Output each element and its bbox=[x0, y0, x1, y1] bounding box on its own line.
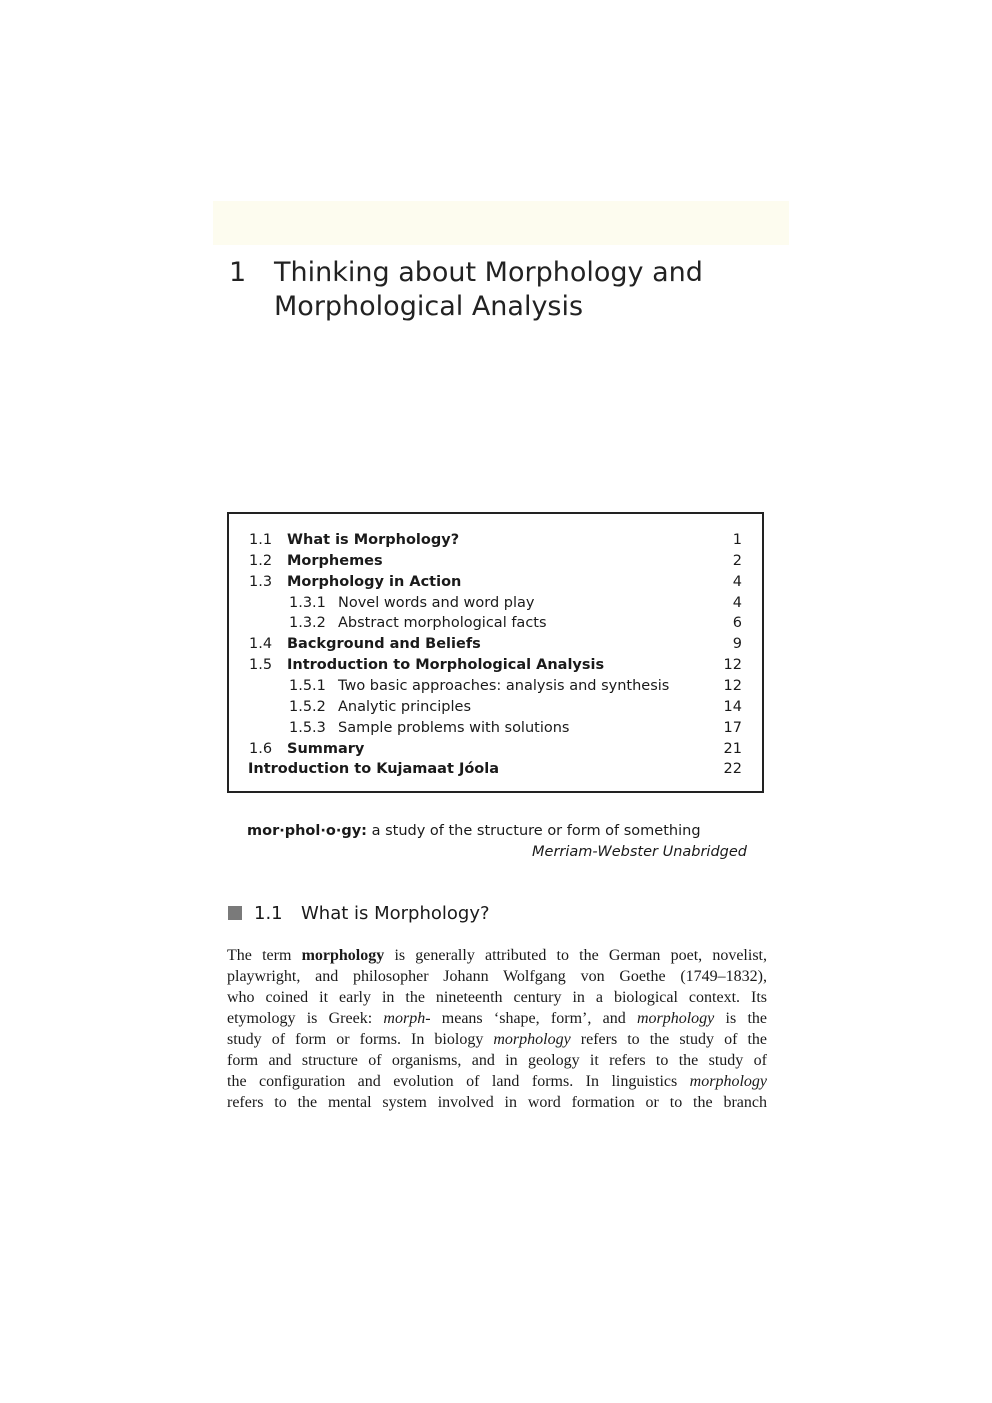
toc-entry[interactable] bbox=[229, 759, 762, 780]
toc-entry-title: What is Morphology? bbox=[287, 532, 460, 548]
toc-entry-page: 6 bbox=[732, 615, 742, 632]
section-title: What is Morphology? bbox=[301, 903, 490, 924]
chapter-contents-box bbox=[227, 512, 764, 793]
toc-entry-page: 12 bbox=[723, 677, 742, 694]
body-line: study of form or forms. In biology morphology refers to the study of the bbox=[227, 1031, 767, 1048]
toc-entry-number: 1.5.3 bbox=[289, 719, 326, 736]
chapter-title: Thinking about Morphology and Morphological Analysis bbox=[274, 257, 703, 322]
toc-entry[interactable] bbox=[229, 718, 762, 739]
toc-entry[interactable] bbox=[229, 613, 762, 634]
toc-entry-title: Two basic approaches: analysis and synthesis bbox=[338, 677, 670, 694]
toc-entry-page: 4 bbox=[732, 573, 742, 590]
body-line: playwright, and philosopher Johann Wolfgang von Goethe (1749–1832), bbox=[227, 968, 767, 985]
toc-entry-page: 9 bbox=[732, 636, 742, 653]
toc-entry[interactable] bbox=[229, 676, 762, 697]
section-heading bbox=[228, 902, 728, 926]
toc-entry-title: Novel words and word play bbox=[338, 594, 535, 611]
toc-entry-number: 1.3.2 bbox=[289, 615, 326, 632]
toc-entry[interactable] bbox=[229, 530, 762, 551]
body-line: etymology is Greek: morph- means ‘shape, form’, and morphology is the bbox=[227, 1010, 768, 1027]
toc-entry-title: Introduction to Morphological Analysis bbox=[287, 657, 605, 674]
toc-entry-number: 1.5 bbox=[249, 657, 273, 674]
epigraph-headword: mor·phol·o·gy: bbox=[247, 823, 367, 839]
section-square-icon bbox=[228, 906, 242, 920]
body-line: who coined it early in the nineteenth century in a biological context. Its bbox=[227, 989, 767, 1006]
toc-entry-number: 1.3 bbox=[249, 573, 273, 590]
toc-entry[interactable] bbox=[229, 634, 762, 655]
toc-entry-title: Summary bbox=[287, 740, 365, 757]
toc-entry-title: Morphology in Action bbox=[287, 573, 462, 590]
toc-entry[interactable] bbox=[229, 593, 762, 614]
toc-entry-page: 21 bbox=[723, 740, 742, 757]
header-band bbox=[213, 201, 789, 245]
toc-entry[interactable] bbox=[229, 697, 762, 718]
toc-entry-title: Morphemes bbox=[287, 552, 383, 569]
epigraph bbox=[247, 821, 747, 863]
toc-entry-page: 12 bbox=[723, 657, 742, 674]
toc-entry-number: 1.5.2 bbox=[289, 698, 326, 715]
section-number: 1.1 bbox=[254, 903, 283, 924]
toc-entry-page: 22 bbox=[723, 761, 742, 778]
body-line: refers to the mental system involved in word formation or to the branch bbox=[227, 1094, 767, 1111]
toc-entry-number: 1.3.1 bbox=[289, 594, 326, 611]
chapter-number: 1 bbox=[229, 257, 247, 288]
toc-entry-page: 14 bbox=[723, 698, 742, 715]
epigraph-source: Merriam-Webster Unabridged bbox=[532, 844, 747, 860]
toc-entry-page: 1 bbox=[732, 532, 742, 548]
toc-entry-page: 17 bbox=[723, 719, 742, 736]
toc-entry-title: Analytic principles bbox=[338, 698, 471, 715]
toc-entry-page: 2 bbox=[732, 552, 742, 569]
epigraph-definition: a study of the structure or form of something bbox=[371, 823, 701, 839]
toc-entry-number: 1.5.1 bbox=[289, 677, 326, 694]
toc-entry[interactable] bbox=[229, 551, 762, 572]
toc-entry[interactable] bbox=[229, 572, 762, 593]
toc-entry[interactable] bbox=[229, 655, 762, 676]
body-text bbox=[227, 945, 767, 1113]
toc-entry-number: 1.1 bbox=[249, 532, 273, 548]
toc-entry-title: Sample problems with solutions bbox=[338, 719, 570, 736]
toc-entry-number: 1.4 bbox=[249, 636, 273, 653]
toc-entry-title: Abstract morphological facts bbox=[338, 615, 547, 632]
toc-entry-number: 1.2 bbox=[249, 552, 273, 569]
body-line: form and structure of organisms, and in geology it refers to the study of bbox=[227, 1052, 767, 1069]
toc-entry-page: 4 bbox=[732, 594, 742, 611]
body-line: The term morphology is generally attributed to the German poet, novelist, bbox=[227, 947, 767, 964]
toc-entry[interactable] bbox=[229, 739, 762, 760]
body-line: the configuration and evolution of land forms. In linguistics morphology bbox=[227, 1073, 767, 1090]
toc-entry-number: 1.6 bbox=[249, 740, 273, 757]
toc-entry-title: Background and Beliefs bbox=[287, 636, 481, 653]
toc-entry-title: Introduction to Kujamaat Jóola bbox=[248, 761, 500, 778]
